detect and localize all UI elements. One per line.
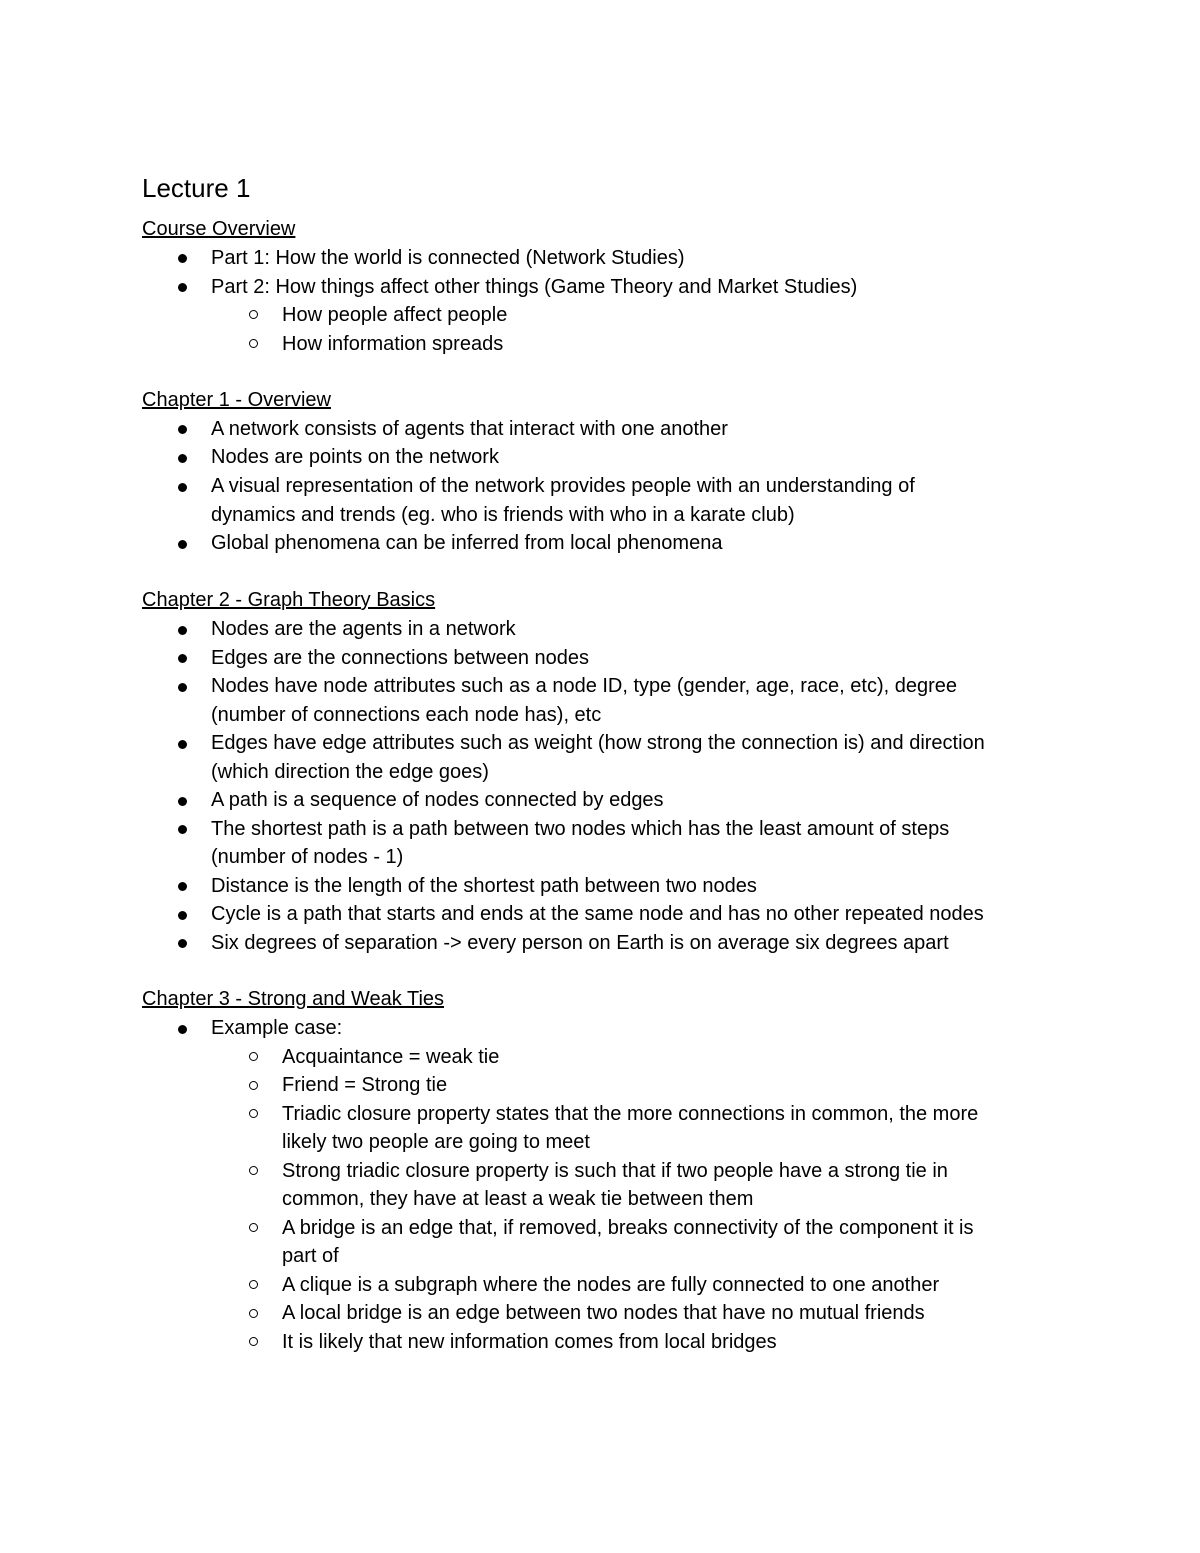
list-item-continuation: likely two people are going to meet [282, 1131, 590, 1153]
bullet-icon [178, 283, 187, 292]
list-item-continuation: (number of connections each node has), etc [211, 704, 602, 726]
bullet-icon [178, 797, 187, 806]
list-item: Edges are the connections between nodes [211, 647, 590, 669]
list-item: How people affect people [282, 304, 508, 326]
circle-bullet-icon [249, 1280, 258, 1289]
list-item: Part 2: How things affect other things (Game Theory and Market Studies) [211, 276, 858, 298]
section-heading: Chapter 1 - Overview [142, 389, 331, 411]
list-item: A clique is a subgraph where the nodes are fully connected to one another [282, 1274, 940, 1296]
list-item: Acquaintance = weak tie [282, 1046, 500, 1068]
circle-bullet-icon [249, 1052, 258, 1061]
list-item: Global phenomena can be inferred from local phenomena [211, 532, 723, 554]
bullet-icon [178, 683, 187, 692]
circle-bullet-icon [249, 1309, 258, 1318]
list-item: Nodes are points on the network [211, 446, 499, 468]
page-title: Lecture 1 [142, 173, 251, 203]
list-item-continuation: part of [282, 1245, 339, 1267]
list-item: Part 1: How the world is connected (Network Studies) [211, 247, 685, 269]
section-heading: Chapter 2 - Graph Theory Basics [142, 589, 436, 611]
list-item: Friend = Strong tie [282, 1074, 448, 1096]
circle-bullet-icon [249, 1337, 258, 1346]
list-item-continuation: dynamics and trends (eg. who is friends with who in a karate club) [211, 504, 795, 526]
section-heading: Course Overview [142, 218, 296, 240]
circle-bullet-icon [249, 1166, 258, 1175]
circle-bullet-icon [249, 310, 258, 319]
list-item: The shortest path is a path between two nodes which has the least amount of steps [211, 818, 950, 840]
list-item: Edges have edge attributes such as weight (how strong the connection is) and direction [211, 732, 985, 754]
bullet-icon [178, 454, 187, 463]
bullet-icon [178, 540, 187, 549]
bullet-icon [178, 825, 187, 834]
bullet-icon [178, 254, 187, 263]
list-item: How information spreads [282, 333, 504, 355]
circle-bullet-icon [249, 339, 258, 348]
list-item: A path is a sequence of nodes connected by edges [211, 789, 664, 811]
list-item: A bridge is an edge that, if removed, breaks connectivity of the component it is [282, 1217, 974, 1239]
bullet-icon [178, 483, 187, 492]
circle-bullet-icon [249, 1109, 258, 1118]
list-item: Strong triadic closure property is such that if two people have a strong tie in [282, 1160, 948, 1182]
list-item: A local bridge is an edge between two nodes that have no mutual friends [282, 1302, 925, 1324]
list-item: Six degrees of separation -> every person on Earth is on average six degrees apart [211, 932, 949, 954]
bullet-icon [178, 425, 187, 434]
list-item: Example case: [211, 1017, 343, 1039]
list-item-continuation: (number of nodes - 1) [211, 846, 404, 868]
list-item-continuation: (which direction the edge goes) [211, 761, 489, 783]
list-item: Cycle is a path that starts and ends at the same node and has no other repeated nodes [211, 903, 984, 925]
bullet-icon [178, 626, 187, 635]
list-item: A visual representation of the network provides people with an understanding of [211, 475, 915, 497]
list-item: A network consists of agents that interact with one another [211, 418, 728, 440]
list-item: Triadic closure property states that the more connections in common, the more [282, 1103, 979, 1125]
list-item: It is likely that new information comes from local bridges [282, 1331, 777, 1353]
bullet-icon [178, 1025, 187, 1034]
list-item-continuation: common, they have at least a weak tie between them [282, 1188, 754, 1210]
bullet-icon [178, 911, 187, 920]
circle-bullet-icon [249, 1081, 258, 1090]
bullet-icon [178, 654, 187, 663]
bullet-icon [178, 882, 187, 891]
bullet-icon [178, 939, 187, 948]
section-heading: Chapter 3 - Strong and Weak Ties [142, 988, 445, 1010]
list-item: Nodes have node attributes such as a node ID, type (gender, age, race, etc), degree [211, 675, 958, 697]
list-item: Distance is the length of the shortest path between two nodes [211, 875, 757, 897]
circle-bullet-icon [249, 1223, 258, 1232]
bullet-icon [178, 740, 187, 749]
list-item: Nodes are the agents in a network [211, 618, 516, 640]
